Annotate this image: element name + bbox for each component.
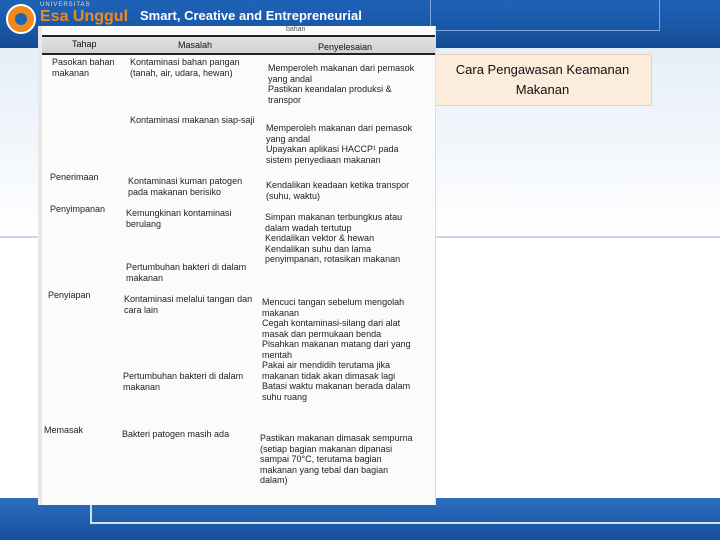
table-cell: Pertumbuhan bakteri di dalam makanan (126, 262, 247, 283)
table-cell: Kemungkinan kontaminasi berulang (126, 208, 232, 229)
table-cell: Simpan makanan terbungkus atau dalam wadah tertutup Kendalikan vektor & hewan Kendalikan suhu dan lama penyimpanan, rotasikan makanan (265, 212, 403, 264)
table-cell: Memasak (44, 425, 84, 435)
logo-subtitle: UNIVERSITAS (40, 2, 91, 8)
table-cell: Kontaminasi kuman patogen pada makanan berisiko (128, 176, 243, 197)
table-cell: Pastikan makanan dimasak sempurna (setiap bagian makanan dipanasi sampai 70°C, terutama bagian makanan yang tebal dan bagian dalam) (260, 433, 413, 485)
table-cell: Penyiapan (48, 290, 91, 300)
table-cell: Penyimpanan (50, 204, 106, 214)
table-cell: Pasokan bahan makanan (52, 57, 115, 78)
slide-title: Cara Pengawasan Keamanan Makanan (455, 62, 630, 97)
table-cell: Pertumbuhan bakteri di dalam makanan (123, 371, 244, 392)
logo-text: Esa Unggul (40, 8, 129, 25)
table-cell: Penerimaan (50, 172, 99, 182)
slide-title-box (433, 54, 652, 106)
table-cell: Memperoleh makanan dari pemasok yang andal Pastikan keandalan produksi & transpor (268, 63, 415, 105)
university-logo (6, 4, 36, 34)
header-frame-decoration (430, 0, 660, 31)
table-header-row (42, 35, 435, 55)
table-cell: Kontaminasi makanan siap-saji (130, 115, 255, 125)
table-cell: Memperoleh makanan dari pemasok yang andal Upayakan aplikasi HACCP¹ pada sistem penyediaan makanan (266, 123, 413, 165)
table-cell: Mencuci tangan sebelum mengolah makanan Cegah kontaminasi-silang dari alat masak dan permukaan benda Pisahkan makanan matang dari yang mentah Pakai air mendidih terutama jika makanan tidak akan dimasak lagi Batasi waktu makanan berada dalam suhu ruang (262, 297, 411, 402)
table-cell: Kendalikan keadaan ketika transpor (suhu, waktu) (266, 180, 410, 201)
scan-edge (38, 26, 42, 505)
table-cell: Kontaminasi melalui tangan dan cara lain (124, 294, 253, 315)
header-masalah: Masalah (178, 40, 213, 50)
table-cell: Bakteri patogen masih ada (122, 429, 230, 439)
header-tagline: Smart, Creative and Entrepreneurial (140, 8, 362, 23)
top-note: bahan (286, 26, 306, 33)
scanned-table-image (38, 26, 436, 505)
logo-emblem-icon (6, 4, 36, 34)
table-cell: Kontaminasi bahan pangan (tanah, air, udara, hewan) (130, 57, 240, 78)
header-tahap: Tahap (72, 39, 97, 49)
header-penyelesaian: Penyelesaian (318, 42, 373, 52)
